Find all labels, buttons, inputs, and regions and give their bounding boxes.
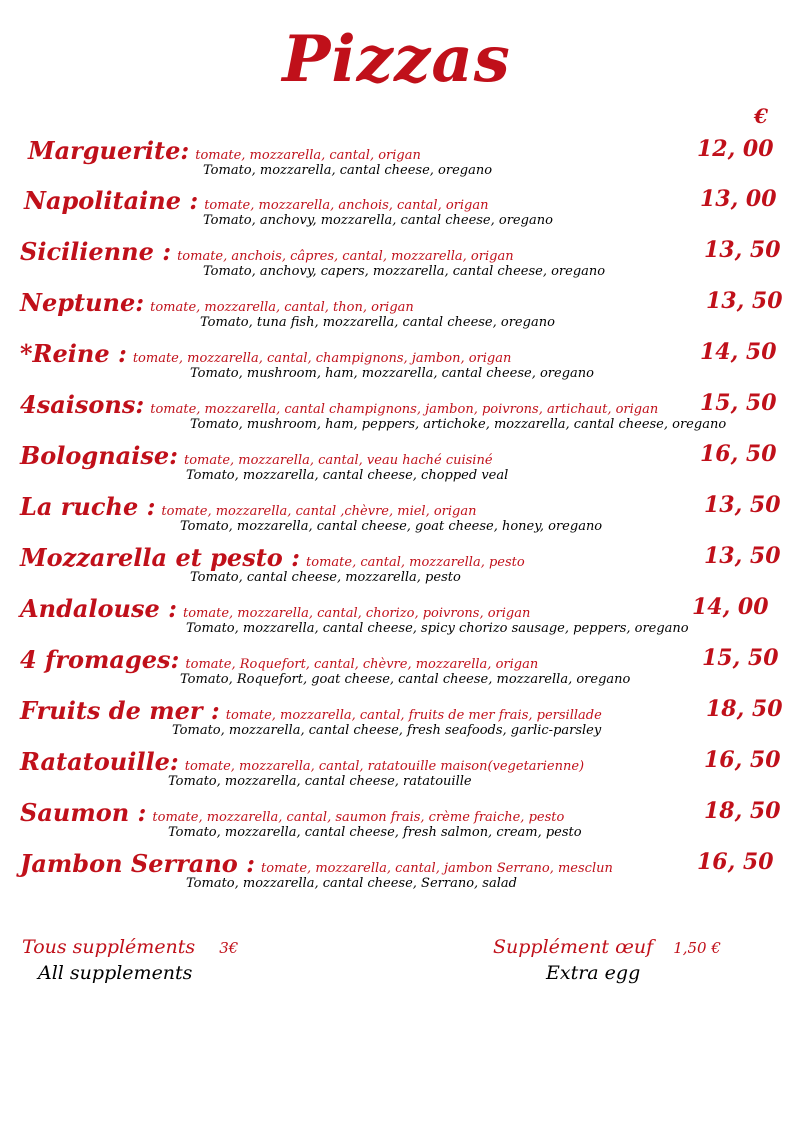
pizza-name: Sicilienne :	[20, 237, 172, 266]
pizza-price: 15, 50	[700, 390, 777, 416]
pizza-ingredients-fr: tomate, mozzarella, cantal, champignons, jambon, origan	[132, 351, 512, 366]
pizza-name: Neptune:	[20, 288, 145, 317]
menu-item	[0, 798, 793, 848]
pizza-name: Napolitaine :	[24, 186, 199, 215]
pizza-name: Jambon Serrano :	[20, 849, 256, 878]
menu-item	[0, 339, 793, 389]
all-supplements-fr	[22, 936, 238, 958]
pizza-ingredients-en: Tomato, mozzarella, cantal cheese, spicy chorizo sausage, peppers, oregano	[186, 621, 689, 636]
pizza-ingredients-fr: tomate, mozzarella, cantal, veau haché cuisiné	[183, 453, 493, 468]
pizza-ingredients-fr: tomate, mozzarella, cantal, fruits de mer frais, persillade	[225, 708, 602, 723]
pizza-ingredients-fr: tomate, mozzarella, cantal ,chèvre, miel, origan	[161, 504, 477, 519]
pizza-ingredients-en: Tomato, anchovy, capers, mozzarella, cantal cheese, oregano	[203, 264, 606, 279]
menu-item-header	[24, 186, 489, 215]
pizza-ingredients-fr: tomate, mozzarella, cantal champignons, jambon, poivrons, artichaut, origan	[150, 402, 659, 417]
menu-item	[0, 288, 793, 338]
menu-item	[0, 645, 793, 695]
pizza-ingredients-fr: tomate, mozzarella, cantal, saumon frais, crème fraiche, pesto	[152, 810, 565, 825]
pizza-ingredients-fr: tomate, mozzarella, cantal, thon, origan	[150, 300, 414, 315]
pizza-name: 4 fromages:	[20, 645, 180, 674]
egg-supplement-label: Supplément œuf	[493, 936, 654, 958]
pizza-ingredients-en: Tomato, mushroom, ham, peppers, artichoke, mozzarella, cantal cheese, oregano	[190, 417, 727, 432]
menu-item	[0, 136, 793, 186]
pizza-price: 16, 50	[704, 747, 781, 773]
pizza-price: 16, 50	[697, 849, 774, 875]
menu-item	[0, 237, 793, 287]
pizza-price: 18, 50	[704, 798, 781, 824]
menu-item	[0, 492, 793, 542]
pizza-price: 12, 00	[697, 136, 774, 162]
pizza-name: Bolognaise:	[20, 441, 178, 470]
menu-item	[0, 747, 793, 797]
menu-item-header	[20, 594, 530, 623]
pizza-ingredients-en: Tomato, mozzarella, cantal cheese, fresh seafoods, garlic-parsley	[172, 723, 602, 738]
pizza-price: 14, 50	[700, 339, 777, 365]
pizza-name: Saumon :	[20, 798, 147, 827]
menu-item	[0, 441, 793, 491]
pizza-ingredients-en: Tomato, mozzarella, cantal cheese, oregano	[203, 163, 493, 178]
pizza-ingredients-en: Tomato, mozzarella, cantal cheese, chopped veal	[186, 468, 509, 483]
pizza-ingredients-fr: tomate, mozzarella, cantal, chorizo, poivrons, origan	[182, 606, 531, 621]
all-supplements-price: 3€	[219, 939, 239, 957]
pizza-price: 18, 50	[706, 696, 783, 722]
pizza-name: *Reine :	[20, 339, 127, 368]
menu-item-header	[20, 696, 602, 725]
currency-symbol: €	[754, 104, 768, 128]
pizza-ingredients-en: Tomato, tuna fish, mozzarella, cantal cheese, oregano	[200, 315, 555, 330]
menu-item-header	[20, 543, 525, 572]
all-supplements-label: Tous suppléments	[22, 936, 196, 958]
pizza-name: Ratatouille:	[20, 747, 179, 776]
menu-item-header	[20, 441, 493, 470]
pizza-price: 14, 00	[692, 594, 769, 620]
menu-item	[0, 696, 793, 746]
pizza-ingredients-fr: tomate, anchois, câpres, cantal, mozzarella, origan	[177, 249, 514, 264]
pizza-ingredients-en: Tomato, anchovy, mozzarella, cantal cheese, oregano	[203, 213, 553, 228]
pizza-price: 15, 50	[702, 645, 779, 671]
pizza-ingredients-en: Tomato, mozzarella, cantal cheese, Serrano, salad	[186, 876, 517, 891]
pizza-ingredients-en: Tomato, cantal cheese, mozzarella, pesto	[190, 570, 461, 585]
pizza-name: Marguerite:	[28, 136, 190, 165]
menu-item-header	[20, 849, 613, 878]
egg-supplement-en: Extra egg	[546, 962, 641, 984]
menu-item	[0, 186, 793, 236]
menu-item	[0, 594, 793, 644]
pizza-ingredients-fr: tomate, mozzarella, cantal, jambon Serrano, mesclun	[261, 861, 613, 876]
menu-item	[0, 849, 793, 899]
menu-item	[0, 390, 793, 440]
all-supplements-en: All supplements	[38, 962, 193, 984]
egg-supplement-price: 1,50 €	[673, 939, 721, 957]
pizza-ingredients-en: Tomato, mozzarella, cantal cheese, goat cheese, honey, oregano	[180, 519, 603, 534]
menu-item-header	[20, 747, 584, 776]
pizza-price: 13, 50	[704, 543, 781, 569]
pizza-ingredients-fr: tomate, mozzarella, cantal, ratatouille maison(vegetarienne)	[184, 759, 585, 774]
menu-item	[0, 543, 793, 593]
menu-item-header	[20, 645, 538, 674]
menu-item-header	[20, 237, 514, 266]
pizza-price: 13, 50	[704, 492, 781, 518]
pizza-price: 16, 50	[700, 441, 777, 467]
pizza-price: 13, 50	[706, 288, 783, 314]
menu-item-header	[20, 339, 511, 368]
pizza-ingredients-en: Tomato, mozzarella, cantal cheese, ratatouille	[168, 774, 472, 789]
pizza-ingredients-fr: tomate, mozzarella, anchois, cantal, origan	[204, 198, 489, 213]
menu-item-header	[20, 798, 564, 827]
pizza-price: 13, 00	[700, 186, 777, 212]
pizza-ingredients-fr: tomate, Roquefort, cantal, chèvre, mozzarella, origan	[185, 657, 539, 672]
pizza-name: La ruche :	[20, 492, 156, 521]
page-title: Pizzas	[282, 22, 511, 97]
pizza-name: Fruits de mer :	[20, 696, 220, 725]
pizza-ingredients-fr: tomate, mozzarella, cantal, origan	[195, 148, 421, 163]
pizza-ingredients-fr: tomate, cantal, mozzarella, pesto	[306, 555, 525, 570]
menu-item-header	[20, 288, 414, 317]
pizza-ingredients-en: Tomato, Roquefort, goat cheese, cantal cheese, mozzarella, oregano	[180, 672, 631, 687]
menu-item-header	[28, 136, 421, 165]
pizza-ingredients-en: Tomato, mozzarella, cantal cheese, fresh salmon, cream, pesto	[168, 825, 582, 840]
pizza-ingredients-en: Tomato, mushroom, ham, mozzarella, cantal cheese, oregano	[190, 366, 594, 381]
pizza-price: 13, 50	[704, 237, 781, 263]
pizza-name: Andalouse :	[20, 594, 177, 623]
pizza-name: Mozzarella et pesto :	[20, 543, 301, 572]
menu-item-header	[20, 390, 658, 419]
egg-supplement-fr	[493, 936, 721, 958]
menu-item-header	[20, 492, 476, 521]
pizza-name: 4saisons:	[20, 390, 145, 419]
